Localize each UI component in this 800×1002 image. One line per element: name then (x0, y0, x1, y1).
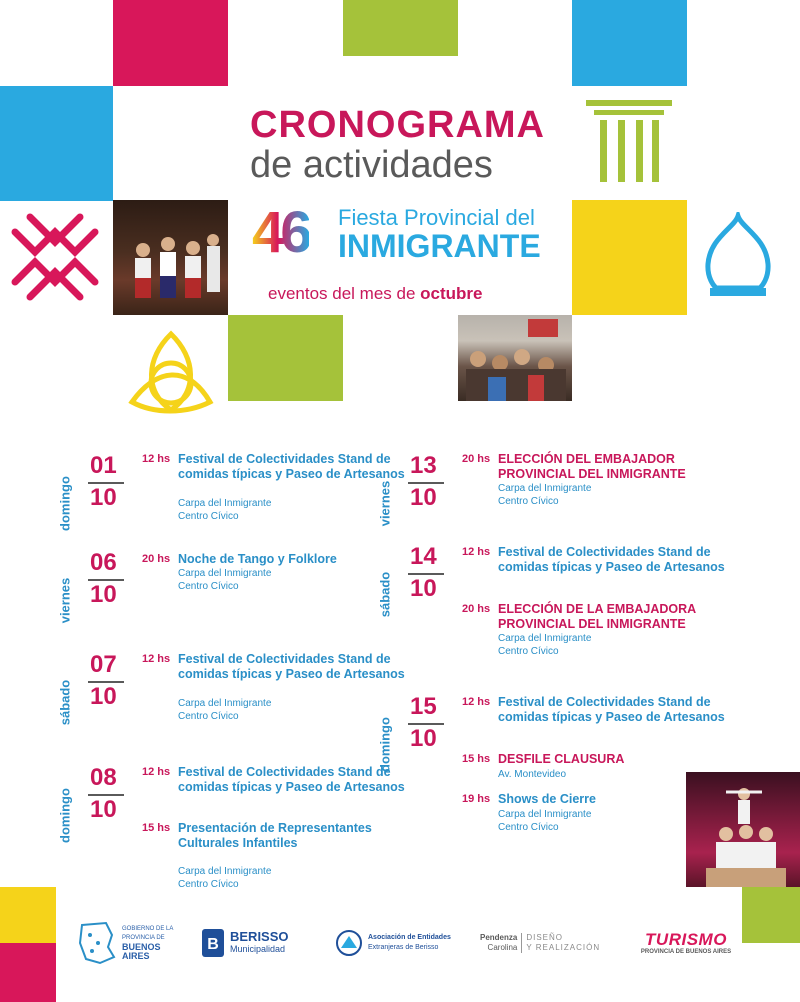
event-hour: 12 hs (142, 766, 171, 778)
page-subtitle: de actividades (250, 144, 493, 186)
turismo-sub: PROVINCIA DE BUENOS AIRES (640, 949, 732, 955)
design-label: DISEÑO (526, 933, 564, 942)
event-hour: 20 hs (462, 453, 491, 465)
column-icon (586, 96, 672, 186)
event-place: Centro Cívico (178, 581, 239, 592)
event-title: ELECCIÓN DE LA EMBAJADORA PROVINCIAL DEL INMIGRANTE (498, 602, 696, 631)
gba-text: PROVINCIA DE (122, 935, 165, 941)
footer-logo-asociacion (336, 918, 466, 968)
month-number: 10 (90, 796, 117, 823)
event-place: Centro Cívico (178, 879, 239, 890)
event-place: Centro Cívico (178, 711, 239, 722)
month-number: 10 (90, 581, 117, 608)
turismo-text: TURISMO (645, 930, 727, 949)
event-place: Carpa del Inmigrante (498, 809, 592, 820)
event-hour: 12 hs (462, 696, 491, 708)
svg-text:B: B (207, 936, 219, 953)
event-place: Carpa del Inmigrante (178, 498, 272, 509)
event-title: Festival de Colectividades Stand de comidas típicas y Paseo de Artesanos (178, 765, 405, 794)
day-number: 06 (90, 549, 117, 576)
gba-text: AIRES (122, 951, 150, 961)
aee-logo-icon (336, 930, 362, 956)
event-place: Carpa del Inmigrante (178, 698, 272, 709)
event-title: Festival de Colectividades Stand de comidas típicas y Paseo de Artesanos (178, 452, 405, 481)
footer-logo-design (480, 918, 610, 968)
event-hour: 20 hs (462, 603, 491, 615)
gba-text: BUENOS (122, 942, 161, 952)
event-title: ELECCIÓN DEL EMBAJADOR PROVINCIAL DEL INMIGRANTE (498, 452, 686, 481)
event-hour: 12 hs (142, 453, 171, 465)
buenos-aires-map-icon (76, 921, 116, 965)
knot-pattern-icon (10, 212, 100, 302)
footer-logo-turismo (636, 918, 736, 968)
designer-name: Carolina (487, 943, 518, 952)
day-of-week: domingo (377, 717, 393, 772)
event-title: DESFILE CLAUSURA (498, 752, 625, 766)
deco-square (343, 0, 458, 56)
designer-name: Pendenza (480, 933, 518, 942)
deco-square (0, 887, 56, 943)
event-place: Av. Montevideo (498, 769, 567, 780)
event-title: Festival de Colectividades Stand de comidas típicas y Paseo de Artesanos (178, 652, 405, 681)
event-title: Presentación de Representantes Culturales Infantiles (178, 821, 372, 850)
day-number: 14 (410, 543, 437, 570)
deco-square (0, 943, 56, 1002)
day-of-week: sábado (57, 679, 73, 726)
events-subtitle-month: octubre (420, 284, 483, 303)
deco-square (742, 887, 800, 943)
day-of-week: viernes (377, 480, 393, 527)
berisso-b-icon (202, 929, 224, 957)
month-number: 10 (410, 575, 437, 602)
dancers-photo (113, 200, 228, 315)
day-of-week: sábado (377, 571, 393, 618)
day-of-week: domingo (57, 788, 73, 843)
berisso-sub: Municipalidad (230, 944, 286, 954)
event-place: Centro Cívico (498, 822, 559, 833)
deco-square (228, 315, 343, 401)
asoc-text: Extranjeras de Berisso (368, 944, 439, 951)
deco-square (572, 200, 687, 315)
event-hour: 12 hs (462, 546, 491, 558)
event-place: Centro Cívico (498, 646, 559, 657)
month-number: 10 (410, 725, 437, 752)
day-number: 13 (410, 452, 437, 479)
event-place: Carpa del Inmigrante (178, 568, 272, 579)
event-place: Carpa del Inmigrante (498, 633, 592, 644)
month-number: 10 (90, 484, 117, 511)
trinity-knot-icon (126, 328, 216, 416)
festival-name-line2: INMIGRANTE (338, 228, 541, 264)
day-of-week: viernes (57, 577, 73, 624)
festival-number-text: 46 (252, 200, 309, 265)
month-number: 10 (410, 484, 437, 511)
crowd-photo (458, 315, 572, 401)
design-label: Y REALIZACIÓN (526, 943, 601, 952)
events-subtitle (268, 284, 483, 304)
day-number: 08 (90, 764, 117, 791)
event-title: Festival de Colectividades Stand de comidas típicas y Paseo de Artesanos (498, 545, 725, 574)
gba-text: GOBIERNO DE LA (122, 926, 174, 932)
footer-logo-gba (76, 918, 176, 968)
day-of-week: domingo (57, 476, 73, 531)
deco-square (0, 86, 113, 201)
day-number: 07 (90, 651, 117, 678)
event-title: Festival de Colectividades Stand de comidas típicas y Paseo de Artesanos (498, 695, 725, 724)
events-subtitle-text: eventos del mes de (268, 284, 416, 303)
event-hour: 19 hs (462, 793, 491, 805)
festival-name-line1: Fiesta Provincial del (338, 205, 535, 230)
event-hour: 12 hs (142, 653, 171, 665)
deco-square (572, 0, 687, 86)
acrobats-photo (686, 772, 800, 887)
event-hour: 20 hs (142, 553, 171, 565)
event-place: Carpa del Inmigrante (498, 483, 592, 494)
event-title: Shows de Cierre (498, 792, 596, 806)
footer-logo-berisso (202, 918, 302, 968)
asoc-text: Asociación de Entidades (368, 934, 451, 941)
day-number: 15 (410, 693, 437, 720)
event-hour: 15 hs (462, 753, 491, 765)
event-place: Centro Cívico (498, 496, 559, 507)
event-hour: 15 hs (142, 822, 171, 834)
onion-dome-icon (700, 212, 776, 302)
month-number: 10 (90, 683, 117, 710)
deco-square (113, 0, 228, 86)
berisso-name: BERISSO (230, 929, 289, 944)
event-title: Noche de Tango y Folklore (178, 552, 337, 566)
event-place: Centro Cívico (178, 511, 239, 522)
day-number: 01 (90, 452, 117, 479)
event-place: Carpa del Inmigrante (178, 866, 272, 877)
festival-number (252, 200, 309, 265)
page-title: CRONOGRAMA (250, 104, 545, 146)
